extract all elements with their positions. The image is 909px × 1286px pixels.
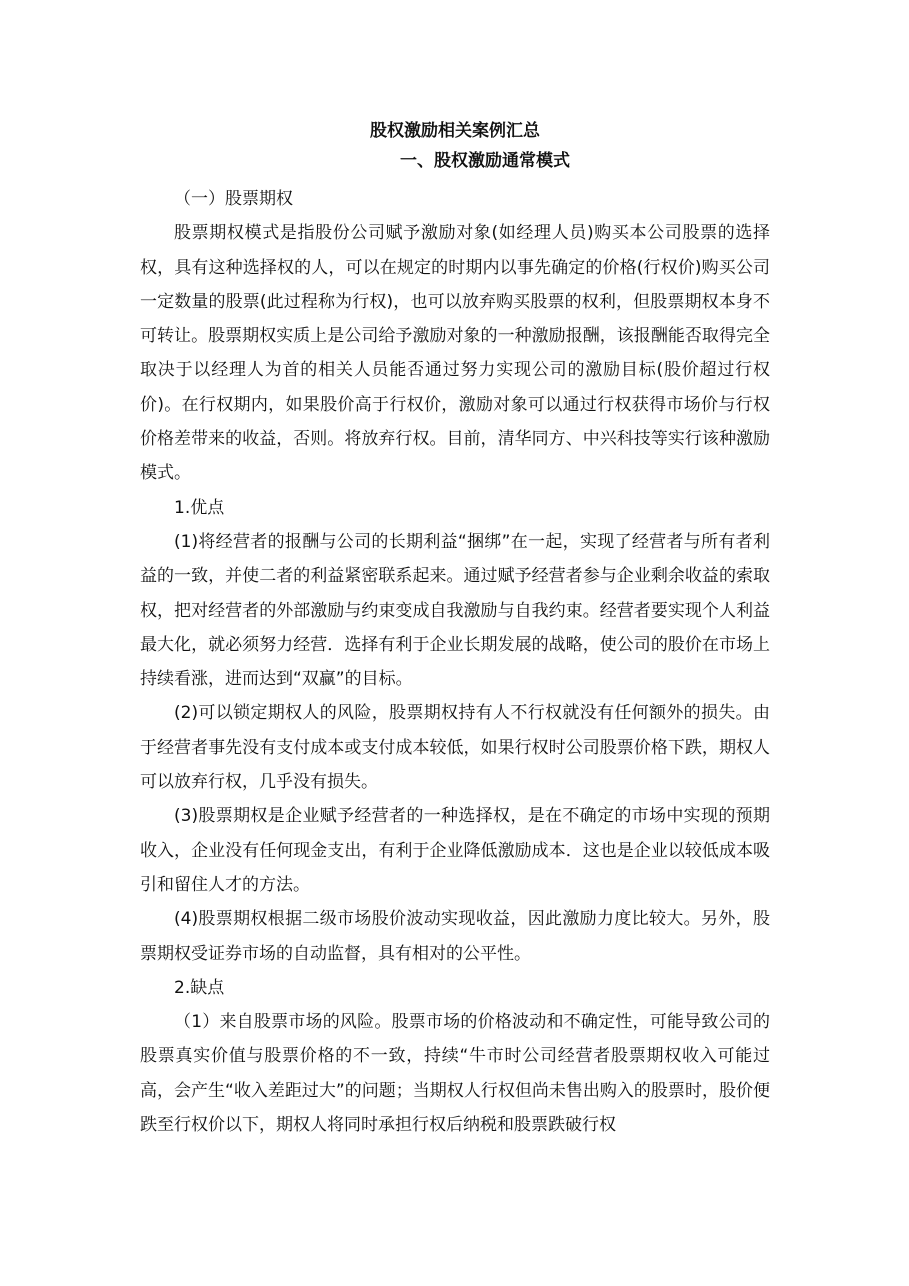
subsection-heading: （一）股票期权: [174, 189, 293, 209]
section-title: 一、股权激励通常模式: [400, 151, 570, 171]
document-body: [140, 116, 770, 1142]
intro-paragraph: 股票期权模式是指股份公司赋予激励对象(如经理人员)购买本公司股票的选择权，具有这种选择权的人，可以在规定的时期内以事先确定的价格(行权价)购买公司一定数量的股票(此过程称为行权)，也可以放弃购买股票的权利，但股票期权本身不可转让。股票期权实质上是公司给予激励对象的一种激励报酬，该报酬能否取得完全取决于以经理人为首的相关人员能否通过努力实现公司的激励目标(股价超过行权价)。在行权期内，如果股价高于行权价，激励对象可以通过行权获得市场价与行权价格差带来的收益，否则。将放弃行权。目前，清华同方、中兴科技等实行该种激励模式。: [140, 223, 770, 484]
disadvantages-heading: 2.缺点: [174, 977, 225, 998]
advantage-paragraph-4: (4)股票期权根据二级市场股价波动实现收益，因此激励力度比较大。另外，股票期权受证券市场的自动监督，具有相对的公平性。: [140, 909, 770, 964]
advantage-paragraph-3: (3)股票期权是企业赋予经营者的一种选择权，是在不确定的市场中实现的预期收入，企业没有任何现金支出，有利于企业降低激励成本．这也是企业以较低成本吸引和留住人才的方法。: [140, 806, 770, 895]
document-title: 股权激励相关案例汇总: [370, 121, 540, 141]
advantages-heading: 1.优点: [174, 497, 225, 518]
advantage-paragraph-1: (1)将经营者的报酬与公司的长期利益“捆绑”在一起，实现了经营者与所有者利益的一致，并使二者的利益紧密联系起来。通过赋予经营者参与企业剩余收益的索取权，把对经营者的外部激励与约束变成自我激励与自我约束。经营者要实现个人利益最大化，就必须努力经营．选择有利于企业长期发展的战略，使公司的股价在市场上持续看涨，进而达到“双赢”的目标。: [140, 531, 770, 690]
advantage-paragraph-2: (2)可以锁定期权人的风险，股票期权持有人不行权就没有任何额外的损失。由于经营者事先没有支付成本或支付成本较低，如果行权时公司股票价格下跌，期权人可以放弃行权，几乎没有损失。: [140, 703, 770, 793]
disadvantage-paragraph-1: （1）来自股票市场的风险。股票市场的价格波动和不确定性，可能导致公司的股票真实价值与股票价格的不一致，持续“牛市时公司经营者股票期权收入可能过高，会产生“收入差距过大”的问题；当期权人行权但尚未售出购入的股票时，股价便跌至行权价以下，期权人将同时承担行权后纳税和股票跌破行权: [140, 1012, 770, 1136]
